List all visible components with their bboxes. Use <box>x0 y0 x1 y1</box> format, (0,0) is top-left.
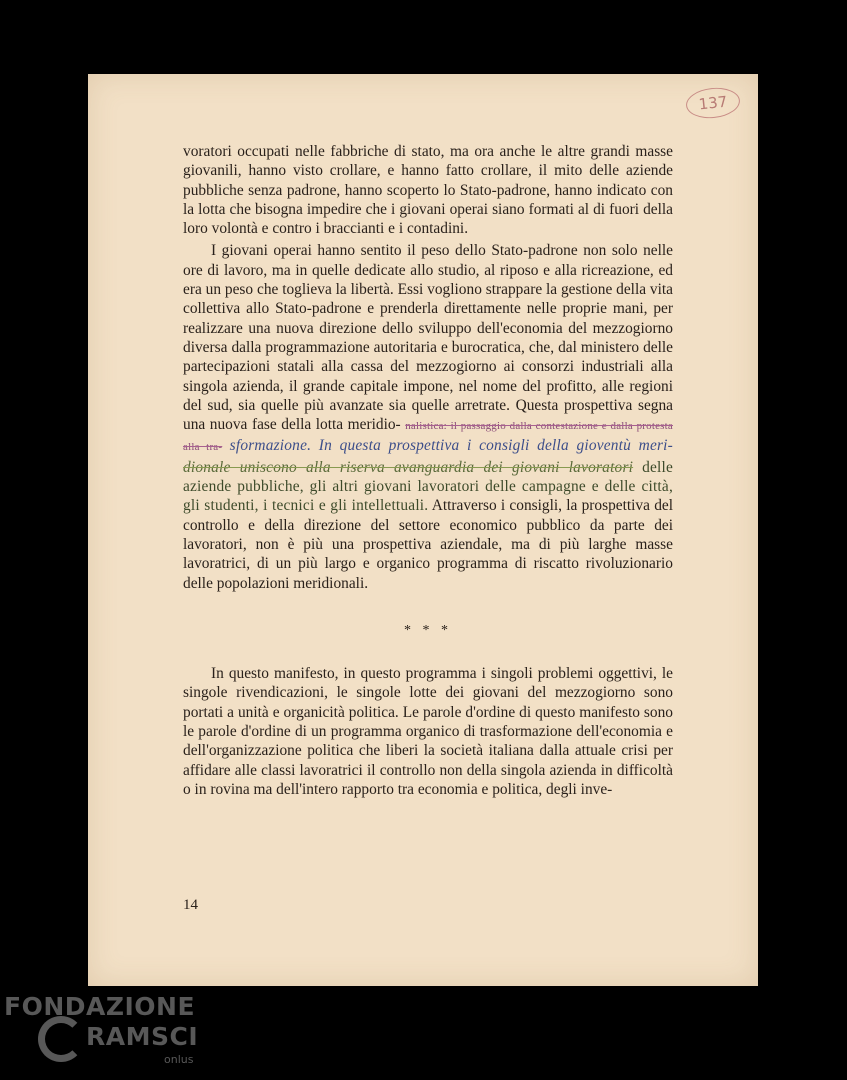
paragraph-2 <box>183 241 673 592</box>
logo-g-icon <box>38 1016 84 1062</box>
body-text <box>183 142 673 799</box>
archive-number-stamp: 137 <box>685 85 742 120</box>
distorted-line-3: dionale uniscono alla riserva avanguardia dei giovani lavoratori <box>183 458 634 476</box>
paragraph-3: In questo manifesto, in questo programma i singoli problemi oggettivi, le singole rivendicazioni, le singole lotte dei giovani del mezzogiorno sono portati a unità e organicità politica. Le parole d'ordine di questo manifesto sono le parole d'ordine di un programma organico di trasformazione dell'economia e dell'organizzazione politica che liberi la società italiana dalla attuale crisi per affidare alle classi lavoratrici il controllo non della singola azienda in difficoltà o in rovina ma dell'intero rapporto tra economia e politica, degli inve- <box>183 665 673 798</box>
paragraph-2-end: Attraverso i consigli, la prospettiva del controllo e della direzione del settore economico pubblico da parte dei lavoratori, non è più una prospettiva aziendale, ma di più larghe masse lavoratrici, di un più largo e organico programma di riscatto rivoluzionario delle popolazioni meridionali. <box>183 497 673 592</box>
paragraph-1: voratori occupati nelle fabbriche di stato, ma ora anche le altre grandi masse giovanili, hanno visto crollare, e hanno fatto crollare, il mito delle aziende pubbliche senza padrone, hanno scoperto lo Stato-padrone, hanno indicato con la lotta che bisogna impedire che i giovani operai siano formati al di fuori della loro volontà e contro i braccianti e i contadini. <box>183 143 673 238</box>
distorted-line-1: nalistica: il passaggio dalla contestazione e dalla protesta alla tra- <box>183 420 673 454</box>
page-number: 14 <box>183 897 198 913</box>
fondazione-gramsci-logo <box>4 992 224 1074</box>
document-page <box>88 74 758 986</box>
section-separator: * * * <box>404 622 452 638</box>
distorted-line-2: sformazione. In questa prospettiva i consigli della gioventù meri- <box>229 437 673 455</box>
logo-line-onlus: onlus <box>164 1053 194 1066</box>
distorted-line-4: delle aziende pubbliche, gli altri giovani lavoratori delle campagne e delle città, gli studenti, i tecnici e gli intellettuali. <box>183 458 673 515</box>
logo-line-fondazione: FONDAZIONE <box>4 992 196 1021</box>
logo-line-gramsci: RAMSCI <box>86 1022 199 1051</box>
paragraph-2-start: I giovani operai hanno sentito il peso dello Stato-padrone non solo nelle ore di lavoro, ma in quelle dedicate allo studio, al riposo e alla ricreazione, ed era un peso che toglieva la libertà. Essi vogliono strappare la gestione della vita collettiva allo Stato-padrone e prenderla direttamente nelle proprie mani, per realizzare una nuova direzione dello sviluppo dell'economia del mezzogiorno diversa dalla programmazione autoritaria e burocratica, che, dal ministero delle partecipazioni statali alla cassa del mezzogiorno ai consorzi industriali alla singola azienda, il grande capitale impone, nel nome del profitto, alle regioni del sud, sia quelle più avanzate sia quelle arretrate. Questa prospettiva segna una nuova fase della lotta meridio- <box>183 242 673 434</box>
